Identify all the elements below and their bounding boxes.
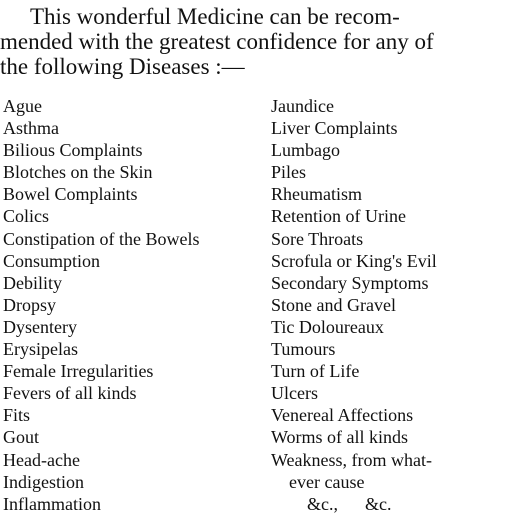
- disease-item: Weakness, from what-: [271, 449, 432, 470]
- disease-item: Fits: [3, 405, 31, 426]
- et-cetera-line: &c., &c.: [307, 493, 392, 514]
- disease-item: Female Irregularities: [3, 361, 154, 382]
- intro-paragraph: [0, 4, 520, 79]
- disease-item: Blotches on the Skin: [3, 162, 153, 183]
- disease-item: Erysipelas: [3, 339, 78, 360]
- disease-item: Secondary Symptoms: [271, 272, 429, 293]
- disease-item: Indigestion: [3, 471, 84, 492]
- disease-item: Ulcers: [271, 383, 318, 404]
- disease-item: Retention of Urine: [271, 206, 406, 227]
- disease-item: Constipation of the Bowels: [3, 228, 200, 249]
- disease-item: Tumours: [271, 339, 336, 360]
- disease-item: Stone and Gravel: [271, 294, 396, 315]
- disease-item: Lumbago: [271, 140, 340, 161]
- disease-item: Venereal Affections: [271, 405, 414, 426]
- disease-item: Bilious Complaints: [3, 140, 143, 161]
- disease-item: Bowel Complaints: [3, 184, 138, 205]
- disease-item-continuation: ever cause: [289, 471, 365, 492]
- intro-line: the following Diseases :—: [0, 54, 245, 79]
- disease-item: Consumption: [3, 250, 101, 271]
- disease-item: Tic Doloureaux: [271, 316, 384, 337]
- disease-item: Dysentery: [3, 316, 77, 337]
- disease-item: Fevers of all kinds: [3, 383, 137, 404]
- disease-list-left: [3, 95, 265, 515]
- disease-list-right: [271, 95, 520, 515]
- disease-item: Gout: [3, 427, 39, 448]
- intro-line: This wonderful Medicine can be recom-: [30, 4, 400, 29]
- disease-item: Liver Complaints: [271, 118, 398, 139]
- disease-item: Ague: [3, 96, 42, 116]
- disease-item: Worms of all kinds: [271, 427, 409, 448]
- intro-line: mended with the greatest confidence for any of: [0, 29, 434, 54]
- disease-item: Turn of Life: [271, 361, 360, 382]
- disease-item: Jaundice: [271, 96, 334, 116]
- disease-item: Sore Throats: [271, 228, 364, 249]
- disease-item: Rheumatism: [271, 184, 362, 205]
- disease-item: Debility: [3, 272, 62, 293]
- disease-item: Asthma: [3, 118, 59, 139]
- disease-item: Scrofula or King's Evil: [271, 250, 437, 271]
- disease-item: Inflammation: [3, 493, 101, 514]
- disease-item: Piles: [271, 162, 307, 183]
- disease-item: Colics: [3, 206, 50, 227]
- disease-item: Head-ache: [3, 449, 80, 470]
- disease-item: Dropsy: [3, 294, 56, 315]
